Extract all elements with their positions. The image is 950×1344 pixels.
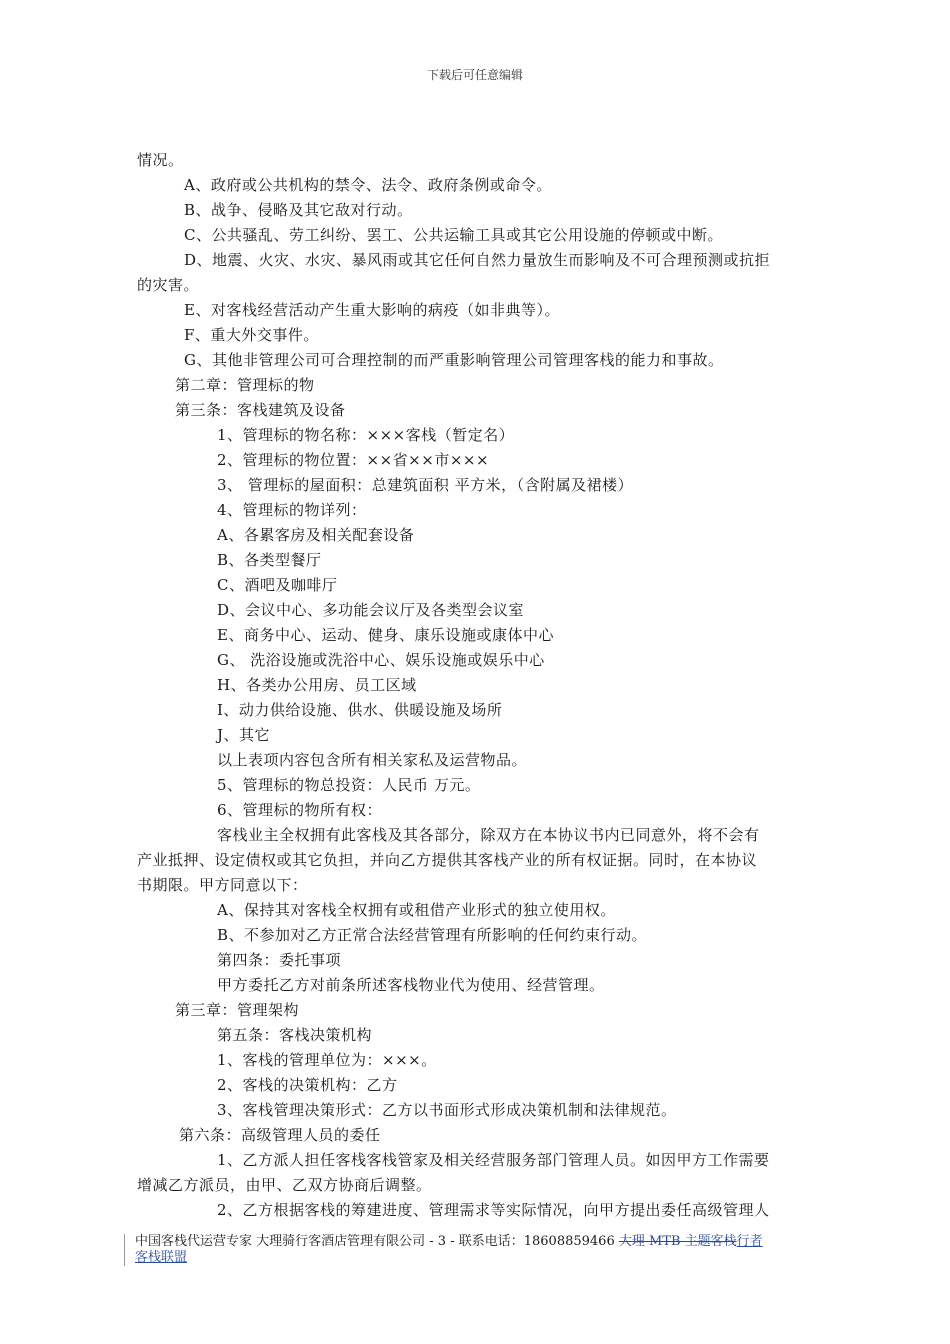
footer-deleted-text: 大理 MTB 主题客栈 (618, 1234, 737, 1249)
body-line: 3、客栈管理决策形式：乙方以书面形式形成决策机制和法律规范。 (217, 1101, 677, 1119)
article-heading: 第四条：委托事项 (217, 951, 342, 969)
page-footer (124, 1234, 763, 1266)
article-heading: 第三条：客栈建筑及设备 (175, 401, 346, 419)
body-line: A、各累客房及相关配套设备 (217, 526, 415, 544)
body-line: 2、管理标的物位置：××省××市××× (217, 451, 490, 469)
body-line: 产业抵押、设定债权或其它负担，并向乙方提供其客栈产业的所有权证据。同时，在本协议 (137, 851, 758, 869)
body-line: F、重大外交事件。 (184, 326, 319, 344)
body-line: 的灾害。 (137, 276, 200, 294)
body-line: D、会议中心、多功能会议厅及各类型会议室 (217, 601, 525, 619)
body-line: B、不参加对乙方正常合法经营管理有所影响的任何约束行动。 (217, 926, 648, 944)
body-line: 5、管理标的物总投资：人民币 万元。 (217, 776, 481, 794)
body-line: 1、客栈的管理单位为：×××。 (217, 1051, 437, 1069)
article-heading: 第五条：客栈决策机构 (217, 1026, 373, 1044)
body-line: 1、管理标的物名称：×××客栈（暂定名） (217, 426, 515, 444)
body-line: 以上表项内容包含所有相关家私及运营物品。 (217, 751, 528, 769)
body-line: J、其它 (217, 726, 271, 744)
body-line: 3、 管理标的屋面积：总建筑面积 平方米，（含附属及裙楼） (217, 476, 634, 494)
chapter-heading: 第二章：管理标的物 (175, 376, 315, 394)
footer-link-alliance[interactable]: 客栈联盟 (135, 1250, 188, 1265)
body-line: E、对客栈经营活动产生重大影响的病疫（如非典等）。 (184, 301, 560, 319)
body-line: E、商务中心、运动、健身、康乐设施或康体中心 (217, 626, 554, 644)
article-heading: 第六条：高级管理人员的委任 (179, 1126, 381, 1144)
body-line: 甲方委托乙方对前条所述客栈物业代为使用、经营管理。 (217, 976, 605, 994)
footer-link-walker[interactable]: 行者 (736, 1234, 763, 1249)
body-line: 2、客栈的决策机构：乙方 (217, 1076, 398, 1094)
body-line: A、政府或公共机构的禁令、法令、政府条例或命令。 (184, 176, 552, 194)
body-line: 1、乙方派人担任客栈客栈管家及相关经营服务部门管理人员。如因甲方工作需要 (217, 1151, 770, 1169)
body-line: G、其他非管理公司可合理控制的而严重影响管理公司管理客栈的能力和事故。 (184, 351, 724, 369)
page-header: 下载后可任意编辑 (426, 68, 523, 82)
body-line: B、各类型餐厅 (217, 551, 322, 569)
footer-phone: 联系电话：18608859466 (458, 1234, 615, 1249)
body-line: C、酒吧及咖啡厅 (217, 576, 338, 594)
body-line: C、公共骚乱、劳工纠纷、罢工、公共运输工具或其它公用设施的停顿或中断。 (184, 226, 723, 244)
body-line: 2、乙方根据客栈的筹建进度、管理需求等实际情况，向甲方提出委任高级管理人 (217, 1201, 770, 1219)
body-line: 客栈业主全权拥有此客栈及其各部分，除双方在本协议书内已同意外，将不会有 (217, 826, 760, 844)
body-line: B、战争、侵略及其它敌对行动。 (184, 201, 413, 219)
body-line: 增减乙方派员，由甲、乙双方协商后调整。 (137, 1176, 432, 1194)
body-line: 4、管理标的物详列： (217, 501, 367, 519)
body-line: I、动力供给设施、供水、供暖设施及场所 (217, 701, 503, 719)
body-line: 情况。 (137, 151, 184, 169)
body-line: D、地震、火灾、水灾、暴风雨或其它任何自然力量放生而影响及不可合理预测或抗拒 (184, 251, 771, 269)
body-line: 书期限。甲方同意以下： (137, 876, 308, 894)
body-line: 6、管理标的物所有权： (217, 801, 383, 819)
body-line: H、各类办公用房、员工区域 (217, 676, 417, 694)
body-line: G、 洗浴设施或洗浴中心、娱乐设施或娱乐中心 (217, 651, 545, 669)
body-line: A、保持其对客栈全权拥有或租借产业形式的独立使用权。 (217, 901, 616, 919)
chapter-heading: 第三章：管理架构 (175, 1001, 300, 1019)
footer-company: 中国客栈代运营专家 大理骑行客酒店管理有限公司 - 3 - (135, 1234, 455, 1249)
